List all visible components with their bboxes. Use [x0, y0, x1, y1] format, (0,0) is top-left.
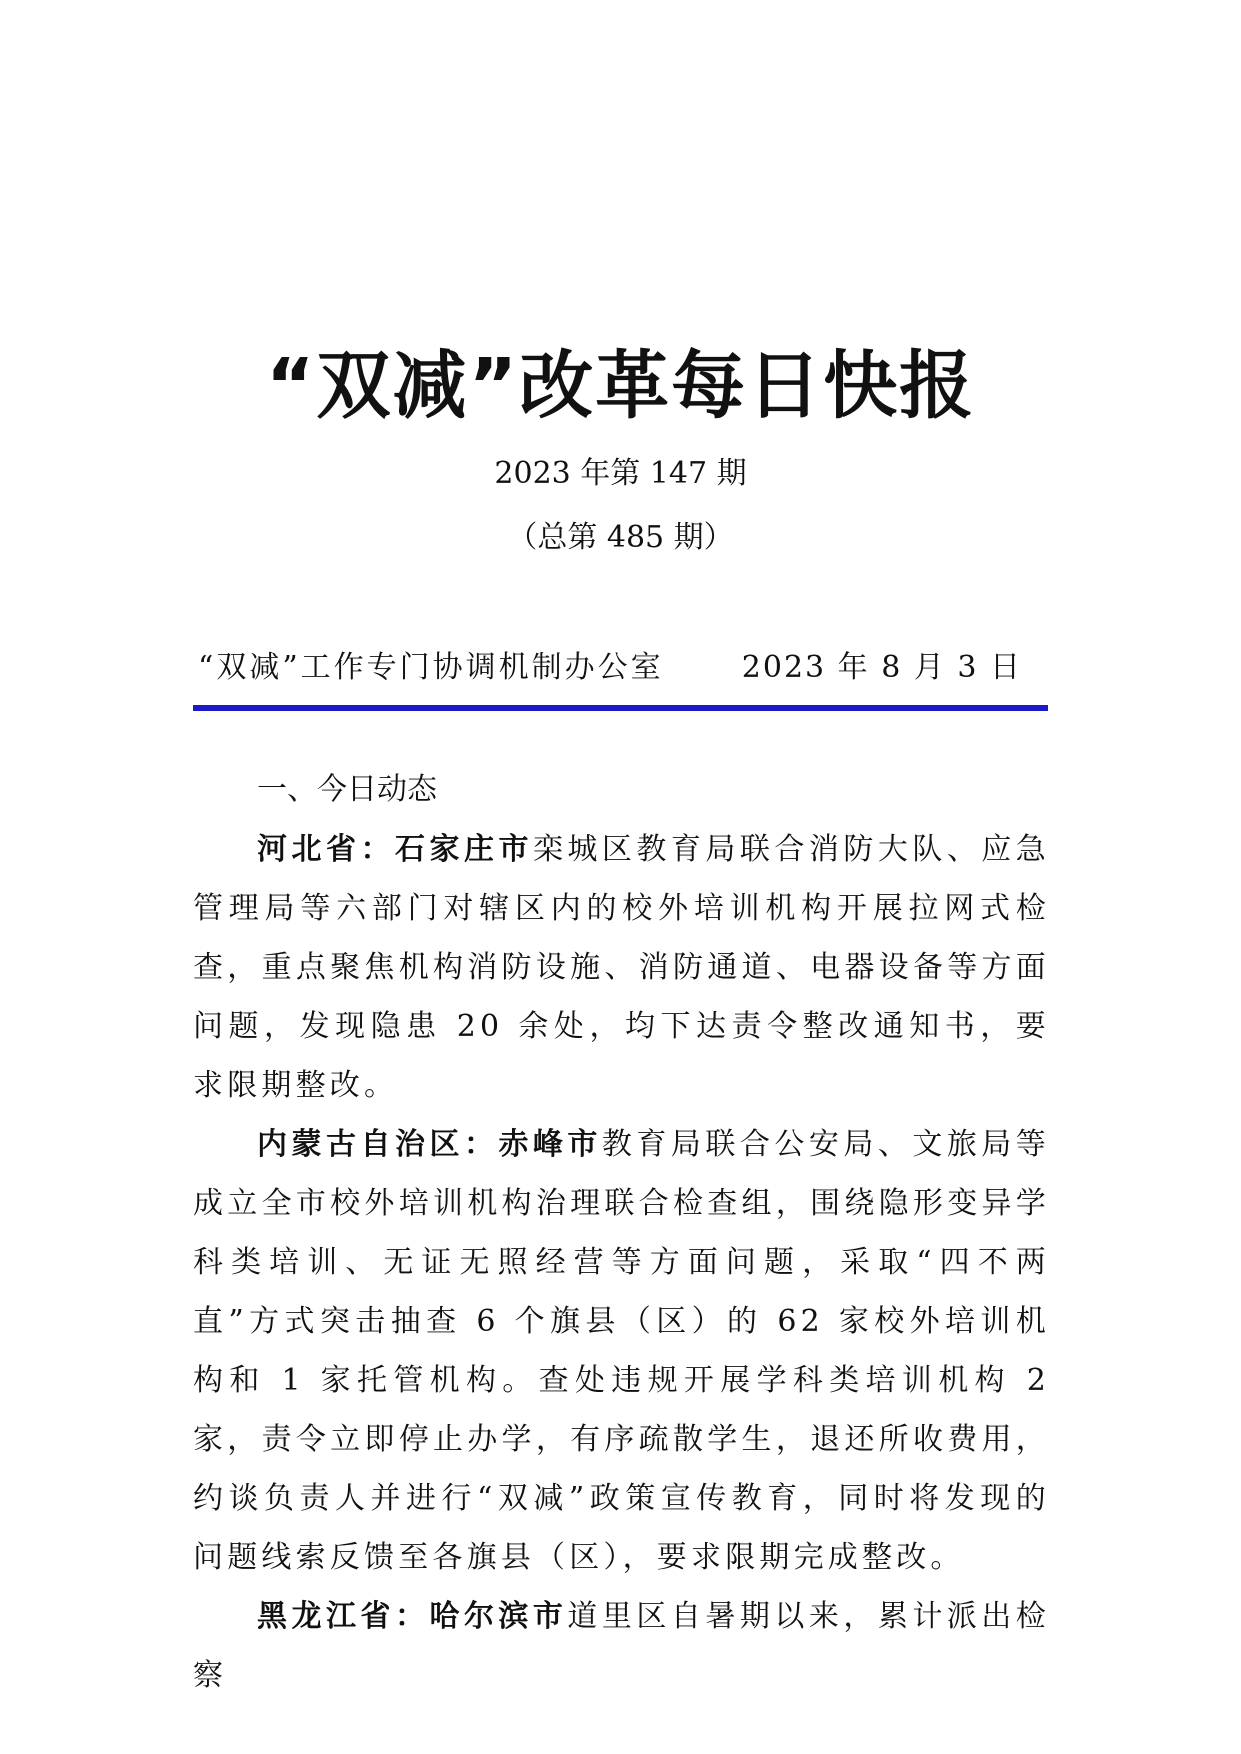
news-text: 教育局联合公安局、文旅局等成立全市校外培训机构治理联合检查组，围绕隐形变异学科类培训、无证无照经营等方面问题，采取“四不两直”方式突击抽查 6 个旗县（区）的 62 家校外培训机构和 1 家托管机构。查处违规开展学科类培训机构 2 家，责令立即停止办学，有序疏散学生，退还所收费用，约谈负责人并进行“双减”政策宣传教育，同时将发现的问题线索反馈至各旗县（区），要求限期完成整改。 [193, 1127, 1050, 1575]
news-item-heilongjiang [193, 1587, 1050, 1705]
bulletin-body [193, 760, 1050, 1705]
total-issue-number: （总第 485 期） [507, 520, 734, 555]
header-divider [193, 705, 1048, 711]
city-label: 石家庄市 [394, 832, 533, 867]
publish-date: 2023 年 8 月 3 日 [741, 650, 1022, 685]
city-label: 赤峰市 [498, 1127, 602, 1162]
news-item-inner-mongolia [193, 1115, 1050, 1587]
issue-number: 2023 年第 147 期 [494, 456, 747, 491]
region-label: 内蒙古自治区： [257, 1127, 499, 1162]
region-label: 黑龙江省： [257, 1599, 430, 1634]
city-label: 哈尔滨市 [429, 1599, 568, 1634]
bulletin-title: “双减”改革每日快报 [265, 343, 976, 429]
news-text: 栾城区教育局联合消防大队、应急管理局等六部门对辖区内的校外培训机构开展拉网式检查，重点聚焦机构消防设施、消防通道、电器设备等方面问题，发现隐患 20 余处，均下达责令整改通知书，要求限期整改。 [193, 832, 1050, 1103]
region-label: 河北省： [257, 832, 395, 867]
issuing-office: “双减”工作专门协调机制办公室 [198, 650, 664, 685]
news-item-hebei [193, 820, 1050, 1115]
news-text: 道里区自暑期以来，累计派出检察 [193, 1599, 1050, 1693]
section-heading: 一、今日动态 [257, 772, 437, 807]
